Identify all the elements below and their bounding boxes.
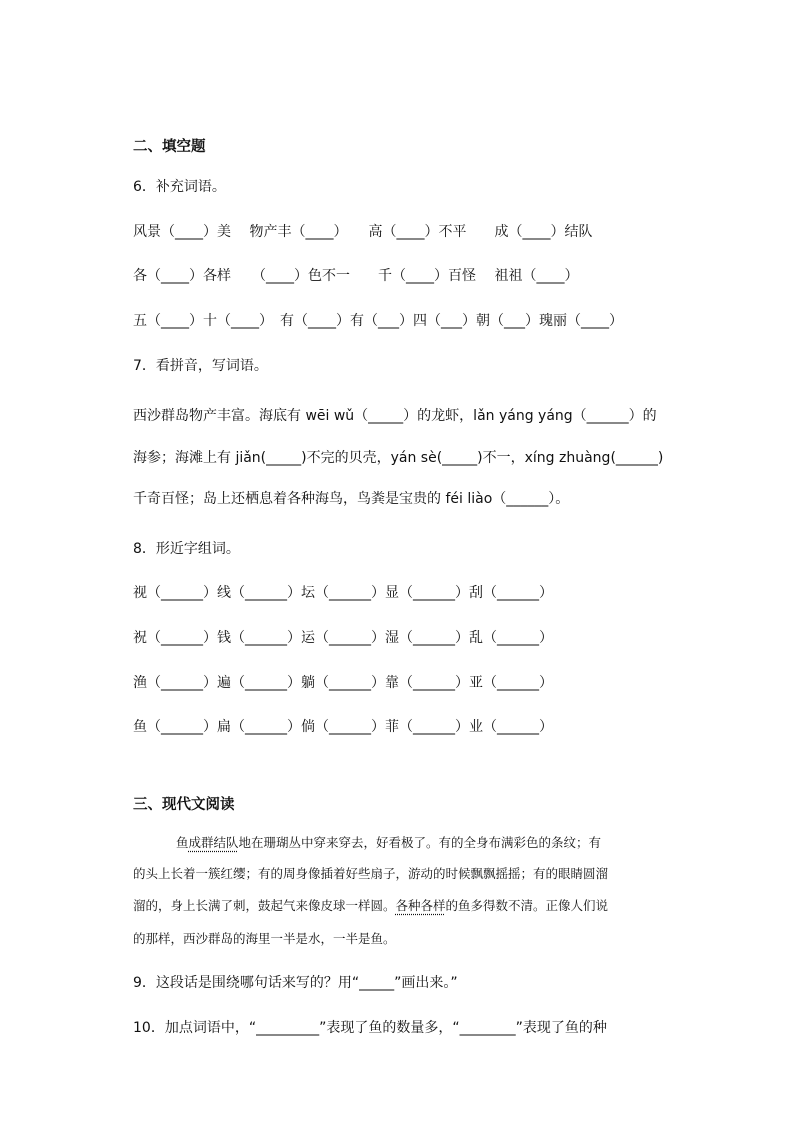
q6-row-1: 风景（____）美 物产丰（____） 高（____）不平 成（____）结队 — [133, 224, 593, 240]
q7-line-1: 西沙群岛物产丰富。海底有 wēi wǔ（_____）的龙虾，lǎn yáng yáng（______）的 — [133, 408, 657, 424]
q8-row-4: 鱼（______）扁（______）倘（______）菲（______）业（______） — [133, 719, 553, 735]
passage-text: 溜的，身上长满了刺，鼓起气来像皮球一样圆。 — [133, 898, 396, 913]
passage-line-2: 的头上长着一簇红缨；有的周身像插着好些扇子，游动的时候飘飘摇摇；有的眼睛圆溜 — [133, 866, 609, 881]
passage-line-4: 的那样，西沙群岛的海里一半是水，一半是鱼。 — [133, 931, 396, 946]
section-heading-reading: 三、现代文阅读 — [133, 797, 235, 813]
q7-line-3: 千奇百怪；岛上还栖息着各种海鸟，鸟粪是宝贵的 féi liào（______）。 — [133, 491, 570, 507]
passage-line-1 — [176, 833, 601, 853]
q7-line-2: 海参；海滩上有 jiǎn(_____)不完的贝壳，yán sè(_____)不一，xíng zhuàng(______) — [133, 450, 664, 466]
passage-line-3 — [133, 896, 608, 916]
question-9: 9．这段话是围绕哪句话来写的？用“_____”画出来。” — [133, 975, 458, 991]
section-heading-fill-in: 二、填空题 — [133, 139, 206, 155]
q6-row-3: 五（____）十（____） 有（____）有（___）四（___）朝（___）瑰丽（____） — [133, 313, 623, 329]
q8-row-2: 祝（______）钱（______）运（______）湿（______）乱（______） — [133, 630, 553, 646]
q6-row-2: 各（____）各样 （____）色不一 千（____）百怪 祖祖（____） — [133, 268, 579, 284]
question-6-title: 6．补充词语。 — [133, 179, 226, 195]
question-7-title: 7．看拼音，写词语。 — [133, 358, 268, 374]
passage-text: 鱼 — [176, 835, 189, 850]
passage-text: 的鱼多得数不清。正像人们说 — [445, 898, 609, 913]
passage-text: 地在珊瑚丛中穿来穿去，好看极了。有的全身布满彩色的条纹；有 — [238, 835, 602, 850]
dotted-phrase-gezhonggeyang: 各种各样 — [395, 898, 446, 913]
q8-row-3: 渔（______）遍（______）躺（______）靠（______）亚（______） — [133, 675, 553, 691]
question-8-title: 8．形近字组词。 — [133, 541, 240, 557]
dotted-phrase-chengqunjiedui: 成群结队 — [188, 835, 239, 850]
question-10: 10．加点词语中，“_________”表现了鱼的数量多，“________”表现了鱼的种 — [133, 1020, 607, 1036]
q8-row-1: 视（______）线（______）坛（______）显（______）刮（______） — [133, 585, 553, 601]
